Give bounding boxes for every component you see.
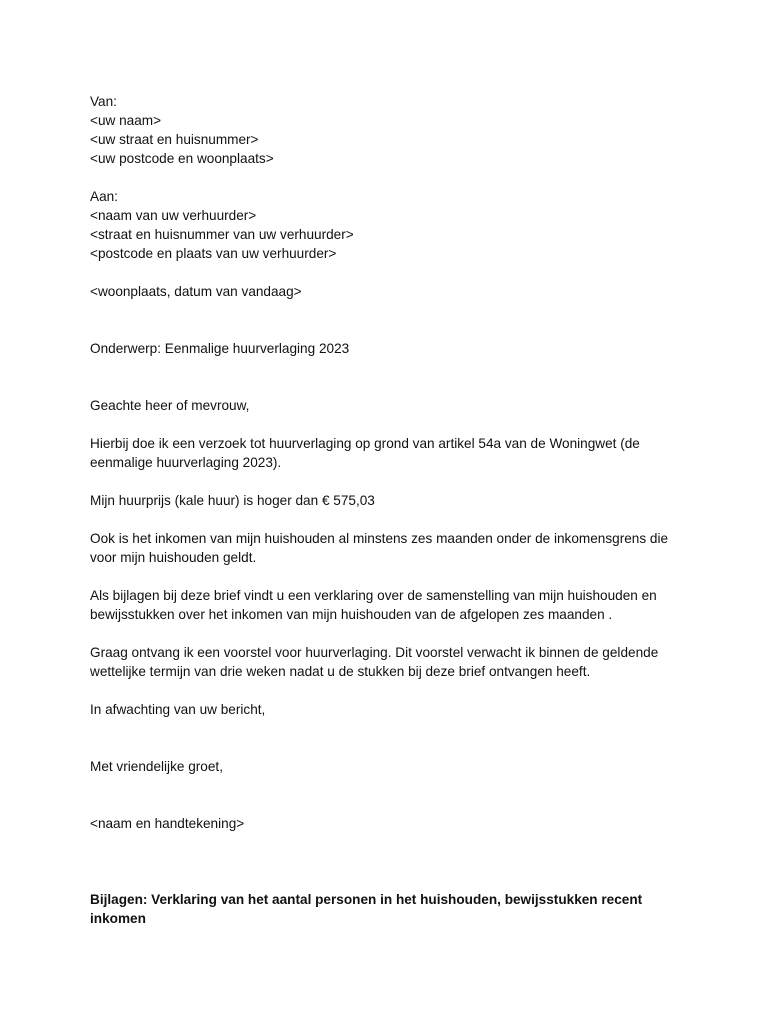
recipient-street: <straat en huisnummer van uw verhuurder> (90, 227, 354, 242)
body-paragraph-3: Ook is het inkomen van mijn huishouden al minstens zes maanden onder de inkomensgrens die voor mijn huishouden geldt. (90, 531, 669, 565)
body-paragraph-6: In afwachting van uw bericht, (90, 702, 266, 717)
body-paragraph-1: Hierbij doe ik een verzoek tot huurverlaging op grond van artikel 54a van de Woningwet (de eenmalige huurverlaging 2023). (90, 436, 640, 470)
body-paragraph-5: Graag ontvang ik een voorstel voor huurverlaging. Dit voorstel verwacht ik binnen de geldende wettelijke termijn van drie weken nadat u de stukken bij deze brief ontvangen heeft. (90, 645, 659, 679)
recipient-name: <naam van uw verhuurder> (90, 208, 257, 223)
body-paragraph-2: Mijn huurprijs (kale huur) is hoger dan € 575,03 (90, 493, 375, 508)
sender-street: <uw straat en huisnummer> (90, 132, 259, 147)
sender-city: <uw postcode en woonplaats> (90, 151, 274, 166)
sender-label: Van: (90, 94, 117, 109)
recipient-block (90, 187, 690, 263)
sender-name: <uw naam> (90, 113, 162, 128)
attachments-note: Bijlagen: Verklaring van het aantal personen in het huishouden, bewijsstukken recent inkomen (90, 892, 643, 926)
closing: Met vriendelijke groet, (90, 759, 223, 774)
recipient-label: Aan: (90, 189, 118, 204)
body-paragraph-4: Als bijlagen bij deze brief vindt u een verklaring over de samenstelling van mijn huishouden en bewijsstukken over het inkomen van mijn huishouden van de afgelopen zes maanden . (90, 588, 657, 622)
recipient-city: <postcode en plaats van uw verhuurder> (90, 246, 337, 261)
letter-page (90, 92, 690, 928)
sender-block (90, 92, 690, 168)
signature-placeholder: <naam en handtekening> (90, 816, 245, 831)
subject-line: Onderwerp: Eenmalige huurverlaging 2023 (90, 341, 350, 356)
date-line: <woonplaats, datum van vandaag> (90, 284, 302, 299)
salutation: Geachte heer of mevrouw, (90, 398, 250, 413)
